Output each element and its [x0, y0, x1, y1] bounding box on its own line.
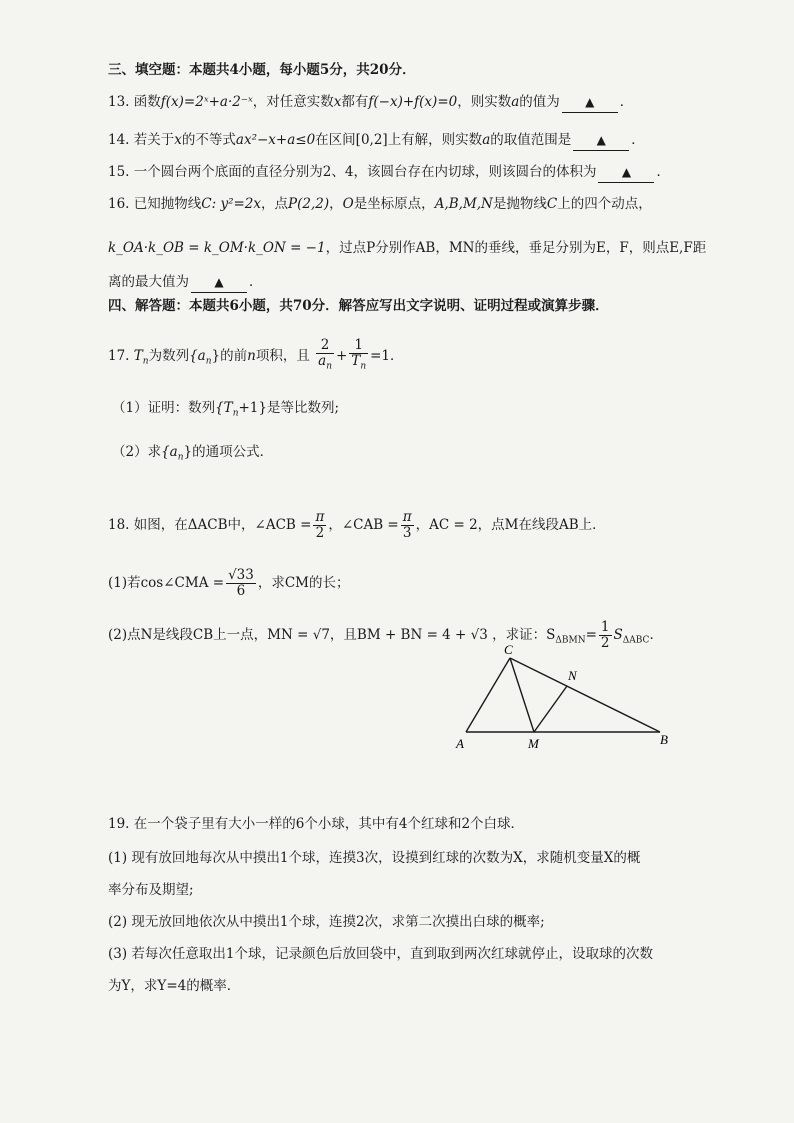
label-a: A — [456, 736, 464, 751]
question-15: 15. 一个圆台两个底面的直径分别为2、4，该圆台存在内切球，则该圆台的体积为 ▲ ． — [108, 162, 670, 183]
question-19-part-2: (2) 现无放回地依次从中摸出1个球，连摸2次，求第二次摸出白球的概率; — [108, 914, 545, 930]
answer-blank: ▲ — [191, 272, 247, 293]
answer-blank: ▲ — [598, 162, 654, 183]
question-14: 14. 若关于x的不等式ax²−x+a≤0在区间[0,2]上有解，则实数a的取值范围是 ▲ ． — [108, 130, 645, 151]
question-18-part-2: (2)点N是线段CB上一点，MN = √7，且BM + BN = 4 + √3 ，求证：$S_{\Delta BMN}=$ $\frac{1}{2}$ $S_{\Delta ABC}$． — [108, 619, 663, 651]
segment-ac — [466, 658, 510, 732]
question-17-part-1: （1）证明：数列$\{T_n+1\}$是等比数列; — [112, 400, 340, 419]
fraction: $\frac{1}{T_n}$ — [351, 337, 367, 372]
question-17-part-2: （2）求$\{a_n\}$的通项公式． — [112, 444, 274, 463]
question-19-part-3-cont: 为Y，求Y=4的概率． — [108, 978, 241, 994]
question-19-part-1: (1) 现有放回地每次从中摸出1个球，连摸3次，设摸到红球的次数为X，求随机变量X的概 — [108, 850, 641, 866]
question-18: 18. 如图，在ΔACB中，∠ACB = $\frac{\pi}{2}$ ，∠CAB = $\frac{\pi}{3}$ ，AC = 2，点M在线段AB上． — [108, 509, 606, 541]
answer-blank: ▲ — [573, 130, 629, 151]
question-19-part-1-cont: 率分布及期望; — [108, 882, 194, 898]
label-m: M — [528, 736, 539, 751]
question-16-line-1: 16. 已知抛物线C: y²=2x，点P(2,2)，O是坐标原点，A,B,M,N是抛物线C上的四个动点， — [108, 196, 652, 212]
question-19-part-3: (3) 若每次任意取出1个球，记录颜色后放回袋中，直到取到两次红球就停止，设取球的次数 — [108, 946, 654, 962]
label-b: B — [660, 732, 668, 747]
question-18-part-1: (1)若cos∠CMA = $\frac{√33}{6}$ ，求CM的长； — [108, 567, 350, 599]
label-n: N — [568, 668, 577, 683]
label-c: C — [504, 642, 513, 657]
question-13: 13. 函数f(x)=2ˣ+a·2⁻ˣ，对任意实数x都有f(−x)+f(x)=0，则实数a的值为 ▲ ． — [108, 92, 633, 113]
section-4-title: 四、解答题：本题共6小题，共70分．解答应写出文字说明、证明过程或演算步骤． — [108, 298, 609, 314]
fraction: $\frac{2}{a_n}$ — [318, 337, 332, 372]
question-17: 17. $T_n$为数列$\{a_n\}$的前n项积，且 $\frac{2}{a_n}$ + $\frac{1}{T_n}$ =1． — [108, 338, 404, 375]
triangle-figure — [452, 640, 692, 752]
segment-mn — [534, 686, 567, 732]
segment-cb — [510, 658, 660, 732]
question-16-line-3: 离的最大值为 ▲ ． — [108, 272, 263, 293]
section-3-title: 三、填空题：本题共4小题，每小题5分，共20分． — [108, 62, 416, 78]
segment-cm — [510, 658, 534, 732]
question-16-line-2: k_OA·k_OB = k_OM·k_ON = −1，过点P分别作AB，MN的垂线，垂足分别为E，F，则点E,F距 — [108, 240, 707, 256]
question-19: 19. 在一个袋子里有大小一样的6个小球，其中有4个红球和2个白球． — [108, 816, 525, 832]
answer-blank: ▲ — [562, 92, 618, 113]
